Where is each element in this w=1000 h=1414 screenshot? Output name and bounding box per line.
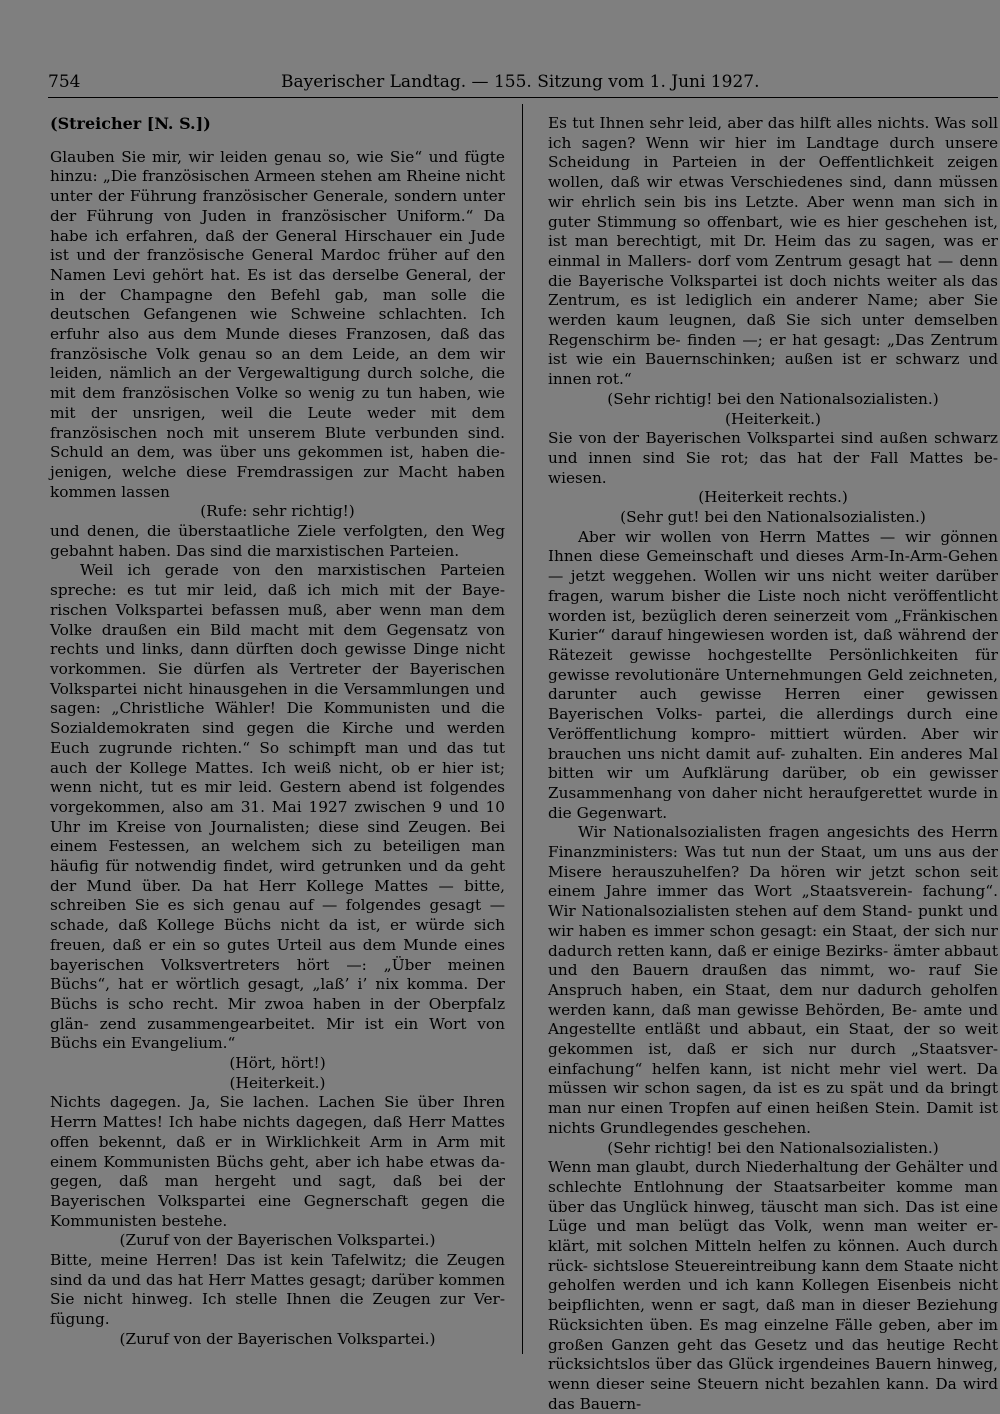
interjection: (Heiterkeit rechts.)	[698, 488, 848, 507]
interjection: (Heiterkeit.)	[229, 1073, 326, 1092]
interjection: (Sehr richtig! bei den Nationalsozialisten.)	[607, 1138, 939, 1157]
paragraph: Sie von der Bayerischen Volkspartei sind außen schwarz und innen sind Sie rot; das hat der Fall Mattes be- wiesen.	[548, 429, 998, 487]
interjection: (Sehr gut! bei den Nationalsozialisten.)	[620, 508, 926, 527]
interjection: (Zuruf von der Bayerischen Volkspartei.)	[119, 1231, 436, 1250]
left-column	[50, 114, 505, 1350]
interjection: (Hört, hört!)	[229, 1054, 326, 1073]
interjection: (Rufe: sehr richtig!)	[200, 502, 355, 521]
paragraph: Wenn man glaubt, durch Niederhaltung der Gehälter und schlechte Entlohnung der Staatsarbeiter komme man über das Unglück hinweg, täuscht man sich. Das ist eine Lüge und man belügt das Volk, wenn man weiter er- klärt, mit solchen Mitteln helfen zu können. Auch durch rück- sichtslose Steuereintreibung kann dem Staate nicht geholfen werden und ich kann Kollegen Eisenbeis nicht beipflichten, wenn er sagt, daß man in dieser Beziehung Rücksichten üben. Es mag einzelne Fälle geben, aber im großen Ganzen geht das Gesetz und das heutige Recht rücksichtslos über das Glück irgendeines Bauern hinweg, wenn dieser seine Steuern nicht bezahlen kann. Da wird das Bauern-	[548, 1158, 998, 1413]
interjection: (Zuruf von der Bayerischen Volkspartei.)	[119, 1329, 436, 1348]
interjection: (Heiterkeit.)	[725, 409, 821, 428]
page-header	[48, 72, 998, 96]
paragraph: Es tut Ihnen sehr leid, aber das hilft alles nichts. Was soll ich sagen? Wenn wir hier im Landtage durch unsere Scheidung in Parteien in der Oeffentlichkeit zeigen wollen, daß wir etwas Verschiedenes sind, dann müssen wir ehrlich sein bis ins Letzte. Aber wenn man sich in guter Stimmung so offenbart, wie es hier geschehen ist, ist man berechtigt, mit Dr. Heim das zu sagen, was er einmal in Mallers- dorf vom Zentrum gesagt hat — denn die Bayerische Volkspartei ist doch nichts weiter als das Zentrum, es ist lediglich ein anderer Name; aber Sie werden kaum leugnen, daß Sie sich unter demselben Regenschirm be- finden —; er hat gesagt: „Das Zentrum ist wie ein Bauernschinken; außen ist er schwarz und innen rot.“	[548, 114, 998, 389]
right-column	[548, 114, 998, 1414]
paragraph: Wir Nationalsozialisten fragen angesichts des Herrn Finanzministers: Was tut nun der Staat, um uns aus der Misere herauszuhelfen? Da hören wir jetzt schon seit einem Jahre immer das Wort „Staatsverein- fachung“. Wir Nationalsozialisten stehen auf dem Stand- punkt und wir haben es immer schon gesagt: ein Staat, der sich nur dadurch retten kann, daß er einige Bezirks- ämter abbaut und den Bauern draußen das nimmt, wo- rauf Sie Anspruch haben, ein Staat, dem nur dadurch geholfen werden kann, daß man gewisse Behörden, Be- amte und Angestellte entläßt und abbaut, ein Staat, der so weit gekommen ist, daß er sich nur durch „Staatsver- einfachung“ helfen kann, ist nicht mehr viel wert. Da müssen wir schon sagen, da ist es zu spät und da bringt man nur einen Tropfen auf einen heißen Stein. Damit ist nichts Grundlegendes geschehen.	[548, 823, 998, 1137]
paragraph: Bitte, meine Herren! Das ist kein Tafelwitz; die Zeugen sind da und das hat Herr Mattes gesagt; darüber kommen Sie nicht hinweg. Ich stelle Ihnen die Zeugen zur Ver- fügung.	[50, 1251, 505, 1329]
paragraph: Aber wir wollen von Herrn Mattes — wir gönnen Ihnen diese Gemeinschaft und dieses Arm-In-Arm-Gehen — jetzt weggehen. Wollen wir uns nicht weiter darüber fragen, warum bisher die Liste noch nicht veröffentlicht worden ist, bezüglich deren seinerzeit vom „Fränkischen Kurier“ darauf hingewiesen worden ist, daß während der Rätezeit gewisse hochgestellte Persönlichkeiten für gewisse revolutionäre Unternehmungen Geld zeichneten, darunter auch gewisse Herren einer gewissen Bayerischen Volks- partei, die allerdings durch eine Veröffentlichung kompro- mittiert würden. Aber wir brauchen uns nicht damit auf- zuhalten. Ein anderes Mal bitten wir um Aufklärung darüber, ob ein gewisser Zusammenhang von daher nicht heraufgerettet wurde in die Gegenwart.	[548, 527, 998, 822]
paragraph: Weil ich gerade von den marxistischen Parteien spreche: es tut mir leid, daß ich mich mit der Baye- rischen Volkspartei befassen muß, aber wenn man dem Volke draußen ein Bild macht mit dem Gegensatz von rechts und links, dann dürften doch gewisse Dinge nicht vorkommen. Sie dürfen als Vertreter der Bayerischen Volkspartei nicht hinausgehen in die Versammlungen und sagen: „Christliche Wähler! Die Kommunisten und die Sozialdemokraten sind gegen die Kirche und werden Euch zugrunde richten.“ So schimpft man und das tut auch der Kollege Mattes. Ich weiß nicht, ob er hier ist; wenn nicht, tut es mir leid. Gestern abend ist folgendes vorgekommen, also am 31. Mai 1927 zwischen 9 und 10 Uhr im Kreise von Journalisten; diese sind Zeugen. Bei einem Festessen, an welchem sich zu beteiligen man häufig für notwendig findet, wird getrunken und da geht der Mund über. Da hat Herr Kollege Mattes — bitte, schreiben Sie es sich genau auf — folgendes gesagt — schade, daß Kollege Büchs nicht da ist, er würde sich freuen, daß er ein so gutes Urteil aus dem Munde eines bayerischen Volksvertreters hört —: „Über meinen Büchs“, hat er wörtlich gesagt, „laß’ i’ nix komma. Der Büchs is scho recht. Mir zwoa haben in der Oberpfalz glän- zend zusammengearbeitet. Mir ist ein Wort von Büchs ein Evangelium.“	[50, 561, 505, 1053]
column-divider	[522, 104, 523, 1354]
speaker-label: (Streicher [N. S.])	[50, 114, 211, 133]
paragraph: Glauben Sie mir, wir leiden genau so, wie Sie“ und fügte hinzu: „Die französischen Armeen stehen am Rheine nicht unter der Führung französischer Generale, sondern unter der Führung von Juden in französischer Uniform.“ Da habe ich erfahren, daß der General Hirschauer ein Jude ist und der französische General Mardoc früher auf den Namen Levi gehört hat. Es ist das derselbe General, der in der Champagne den Befehl gab, man solle die deutschen Gefangenen wie Schweine schlachten. Ich erfuhr also aus dem Munde dieses Franzosen, daß das französische Volk genau so an dem Leide, an dem wir leiden, nämlich an der Vergewaltigung durch solche, die mit dem französischen Volke so wenig zu tun haben, wie mit der unsrigen, weil die Leute weder mit dem französischen noch mit unserem Blute verbunden sind. Schuld an dem, was über uns gekommen ist, haben die- jenigen, welche diese Fremdrassigen zur Macht haben kommen lassen	[50, 147, 505, 501]
page-number: 754	[48, 72, 81, 92]
header-rule	[48, 97, 998, 98]
paragraph: Nichts dagegen. Ja, Sie lachen. Lachen Sie über Ihren Herrn Mattes! Ich habe nichts dagegen, daß Herr Mattes offen bekennt, daß er in Wirklichkeit Arm in Arm mit einem Kommunisten Büchs geht, aber ich habe etwas da- gegen, daß man hergeht und sagt, daß bei der Bayerischen Volkspartei eine Gegnerschaft gegen die Kommunisten bestehe.	[50, 1093, 505, 1230]
header-title: Bayerischer Landtag. — 155. Sitzung vom 1. Juni 1927.	[281, 72, 760, 92]
paragraph: und denen, die überstaatliche Ziele verfolgten, den Weg gebahnt haben. Das sind die marxistischen Parteien.	[50, 522, 505, 560]
interjection: (Sehr richtig! bei den Nationalsozialisten.)	[607, 389, 939, 408]
